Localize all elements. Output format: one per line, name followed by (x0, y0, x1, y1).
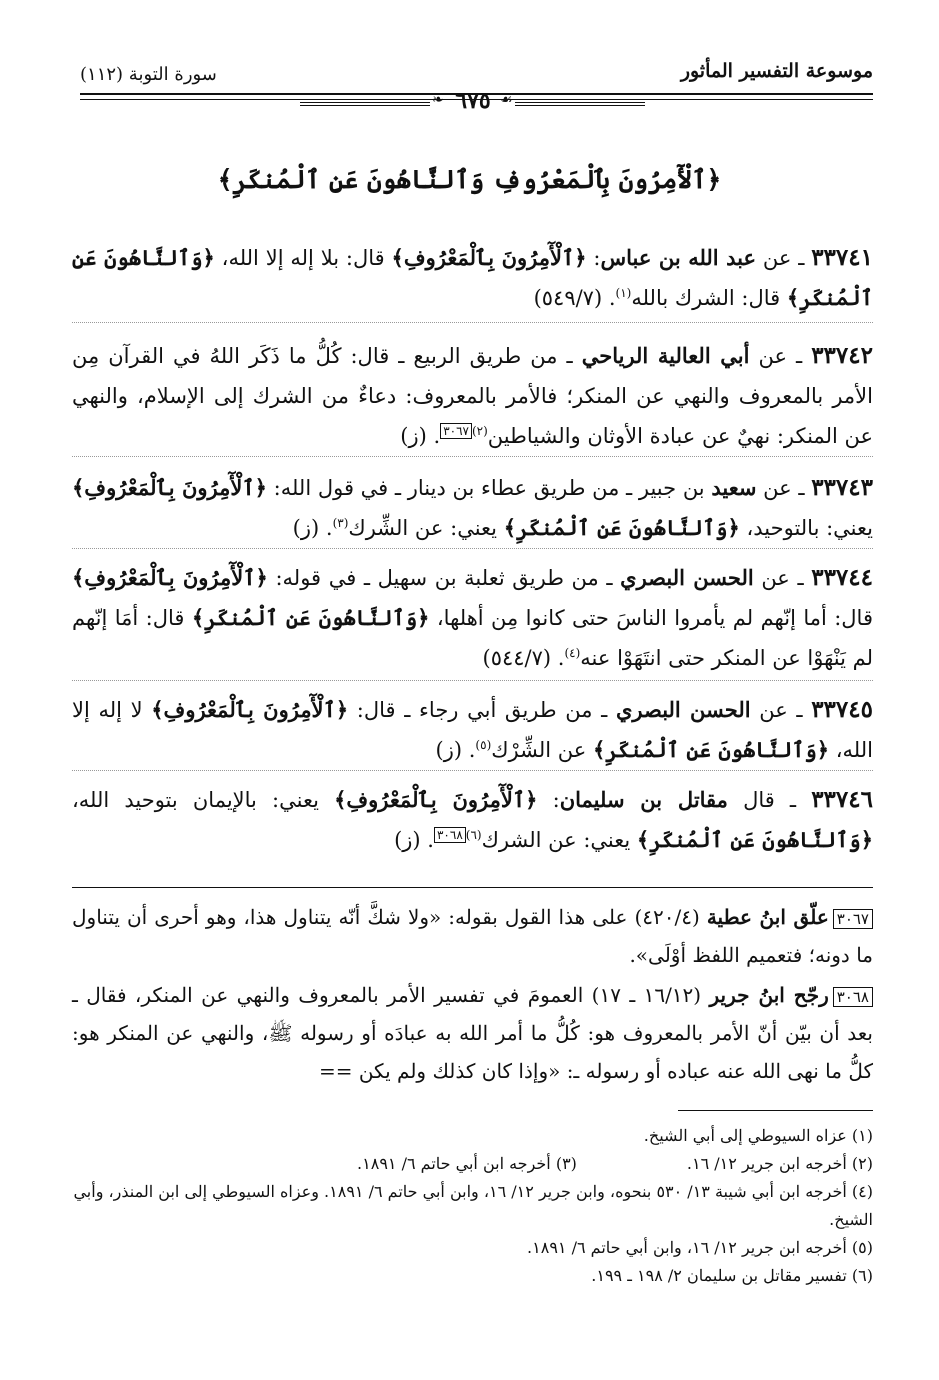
narration-entry (72, 690, 873, 770)
commentary-lead: رجّح ابنُ جرير (709, 983, 829, 1007)
footnote: (٤) أخرجه ابن أبي شيبة ١٣/ ٥٣٠ بنحوه، وابن جرير ١٢/ ١٦، وابن أبي حاتم ٦/ ١٨٩١. وعزاه السيوطي إلى ابن المنذر، وأبي الشيخ. (73, 1182, 873, 1229)
quran-quote: ﴿وَٱلنَّاهُونَ عَنِ ٱلْمُنكَرِ﴾ (636, 827, 873, 852)
narrator-name: سعيد (711, 475, 757, 500)
entry-text: ـ عن (756, 246, 805, 270)
entry-divider (72, 322, 873, 323)
quran-quote: ﴿وَٱلنَّاهُونَ عَنِ ٱلْمُنكَرِ﴾ (503, 515, 740, 540)
verse-heading: ﴿ٱلْأٓمِرُونَ بِٱلْمَعْرُوفِ وَٱلنَّاهُونَ عَنِ ٱلْمُنكَرِ﴾ (217, 165, 722, 194)
entry-text: يعني: بالإيمان بتوحيد الله، (72, 788, 335, 812)
quran-quote: ﴿ٱلْأٓمِرُونَ بِٱلْمَعْرُوفِ﴾ (151, 697, 349, 722)
entry-divider (72, 456, 873, 457)
entry-text: ـ قال (727, 788, 797, 812)
narrator-name: الحسن البصري (615, 697, 751, 722)
entry-text: قال: أمَا إنّهم لم يَنْهَوْا عن المنكر حتى انتَهَوْا عنه (72, 606, 873, 670)
entry-source: . (ز) (292, 516, 333, 540)
narrator-name: أبي العالية الرياحي (581, 343, 750, 368)
entry-text: يعني: عن الشِّرك (348, 516, 504, 540)
commentary-ref[interactable]: ٣٠٦٨ (434, 827, 466, 843)
ornament-flourish-icon: ☙ (500, 92, 513, 108)
commentary-note (72, 976, 873, 1090)
page-number: ٦٧٥ (455, 88, 491, 114)
narrator-name: عبد الله بن عباس (600, 245, 756, 270)
entry-number: ٣٣٧٤٢ (811, 342, 873, 369)
entry-number: ٣٣٧٤٦ (811, 786, 873, 813)
entry-number: ٣٣٧٤٣ (811, 474, 873, 501)
entry-text: ـ عن (756, 476, 805, 500)
footnote-row (72, 1150, 873, 1178)
entry-text: عن الشِّرْك (491, 738, 593, 762)
quran-quote: ﴿وَٱلنَّاهُونَ عَنِ ٱلْمُنكَرِ﴾ (72, 245, 873, 310)
footnote: (٢) أخرجه ابن جرير ١٢/ ١٦. (686, 1154, 873, 1173)
entry-source: . (٥٤٤/٧) (482, 646, 565, 670)
entry-text: ـ عن (749, 344, 803, 368)
entry-text: قال: بلا إله إلا الله، (214, 246, 392, 270)
footnote-ref[interactable]: (٢) (471, 424, 488, 438)
entry-text: ـ من طريق ثعلبة بن سهيل ـ في قوله: (267, 566, 621, 590)
entry-number: ٣٣٧٤٤ (811, 564, 873, 591)
footnote-ref[interactable]: (٤) (564, 646, 581, 660)
narration-entry (72, 780, 873, 860)
footnotes (72, 1122, 873, 1290)
ornament-line-right (515, 102, 645, 106)
footnote: (٥) أخرجه ابن جرير ١٢/ ١٦، وابن أبي حاتم ٦/ ١٨٩١. (527, 1238, 873, 1257)
quran-quote: ﴿ٱلْأٓمِرُونَ بِٱلْمَعْرُوفِ﴾ (72, 475, 267, 500)
entry-text: ـ عن (753, 566, 804, 590)
narration-entry (72, 468, 873, 548)
entry-divider (72, 770, 873, 771)
entry-text: : (586, 246, 601, 270)
entry-text: يعني: عن الشرك (481, 828, 637, 852)
entry-source: . (٥٤٩/٧) (533, 286, 616, 310)
quran-quote: ﴿ٱلْأٓمِرُونَ بِٱلْمَعْرُوفِ﴾ (72, 565, 268, 590)
commentary-note (72, 898, 873, 974)
entry-divider (72, 680, 873, 681)
book-title: موسوعة التفسير المأثور (680, 60, 873, 82)
entry-divider (72, 548, 873, 549)
entry-text: ـ عن (750, 698, 803, 722)
narration-entry (72, 238, 873, 318)
commentary-text: (١٦/١٢ ـ ١٧) العمومَ في تفسير الأمر بالمعروف والنهي عن المنكر، فقال ـ بعد أن بيّن أنّ الأمر بالمعروف هو: كُلُّ ما أمر الله به عبادَه أو رسوله ﷺ، والنهي عن المنكر هو: كلُّ ما نهى الله عنه عباده أو رسوله ـ: «وإذا كان كذلك ولم يكن == (72, 983, 873, 1083)
commentary-number: ٣٠٦٨ (833, 987, 873, 1007)
commentary-number: ٣٠٦٧ (833, 909, 873, 929)
footnote: (٦) تفسير مقاتل بن سليمان ٢/ ١٩٨ ـ ١٩٩. (591, 1266, 873, 1285)
entry-text: قال: أما إنّهم لم يأمروا الناسَ حتى كانوا مِن أهلها، (429, 606, 873, 630)
quran-quote: ﴿وَٱلنَّاهُونَ عَنِ ٱلْمُنكَرِ﴾ (191, 605, 430, 630)
entry-text: قال: الشرك بالله (631, 286, 787, 310)
commentary-ref[interactable]: ٣٠٦٧ (440, 423, 472, 439)
page-number-ornament (0, 88, 939, 118)
entry-text: لا إله إلا الله، (72, 698, 873, 762)
entry-text: يعني: بالتوحيد، (739, 516, 873, 540)
ornament-flourish-icon: ❧ (432, 92, 444, 108)
narration-entry (72, 336, 873, 456)
narration-entry (72, 558, 873, 678)
entry-source: . (ز) (400, 424, 441, 448)
entry-source: . (ز) (394, 828, 434, 852)
commentary-divider (72, 887, 873, 888)
narrator-name: مقاتل بن سليمان (559, 787, 728, 812)
surah-label: سورة التوبة (١١٢) (80, 64, 217, 85)
quran-quote: ﴿وَٱلنَّاهُونَ عَنِ ٱلْمُنكَرِ﴾ (592, 737, 830, 762)
quran-quote: ﴿ٱلْأٓمِرُونَ بِٱلْمَعْرُوفِ﴾ (391, 245, 587, 270)
footnote-ref[interactable]: (٥) (475, 738, 492, 752)
entry-source: . (ز) (435, 738, 476, 762)
footnote: (٣) أخرجه ابن أبي حاتم ٦/ ١٨٩١. (357, 1154, 577, 1173)
entry-number: ٣٣٧٤١ (811, 244, 873, 271)
entry-number: ٣٣٧٤٥ (811, 696, 873, 723)
entry-text: ـ من طريق الربيع ـ قال: كُلُّ ما ذَكَر اللهُ في القرآن مِن الأمر بالمعروف والنهي عن المنكر؛ فالأمر بالمعروف: دعاءٌ من الشرك إلى الإسلام، والنهي عن المنكر: نهيٌ عن عبادة الأوثان والشياطين (72, 344, 873, 448)
ornament-line-left (300, 102, 430, 106)
commentary-lead: علّق ابنُ عطية (706, 905, 829, 929)
entry-text: : (537, 788, 560, 812)
footnote-ref[interactable]: (١) (615, 286, 632, 300)
entry-text: ـ من طريق أبي رجاء ـ قال: (348, 698, 616, 722)
narrator-name: الحسن البصري (620, 565, 754, 590)
entry-text: بن جبير ـ من طريق عطاء بن دينار ـ في قول الله: (266, 476, 712, 500)
quran-quote: ﴿ٱلْأٓمِرُونَ بِٱلْمَعْرُوفِ﴾ (334, 787, 538, 812)
footnote-ref[interactable]: (٣) (332, 516, 349, 530)
footnote: (١) عزاه السيوطي إلى أبي الشيخ. (643, 1126, 873, 1145)
footnote-divider (678, 1110, 873, 1111)
footnote-ref[interactable]: (٦) (465, 828, 482, 842)
commentary-text: (٤٢٠/٤) على هذا القول بقوله: «ولا شكَّ أنّه يتناول هذا، وهو أحرى أن يتناول ما دونه؛ فتعميم اللفظ أوْلَى». (72, 905, 873, 967)
